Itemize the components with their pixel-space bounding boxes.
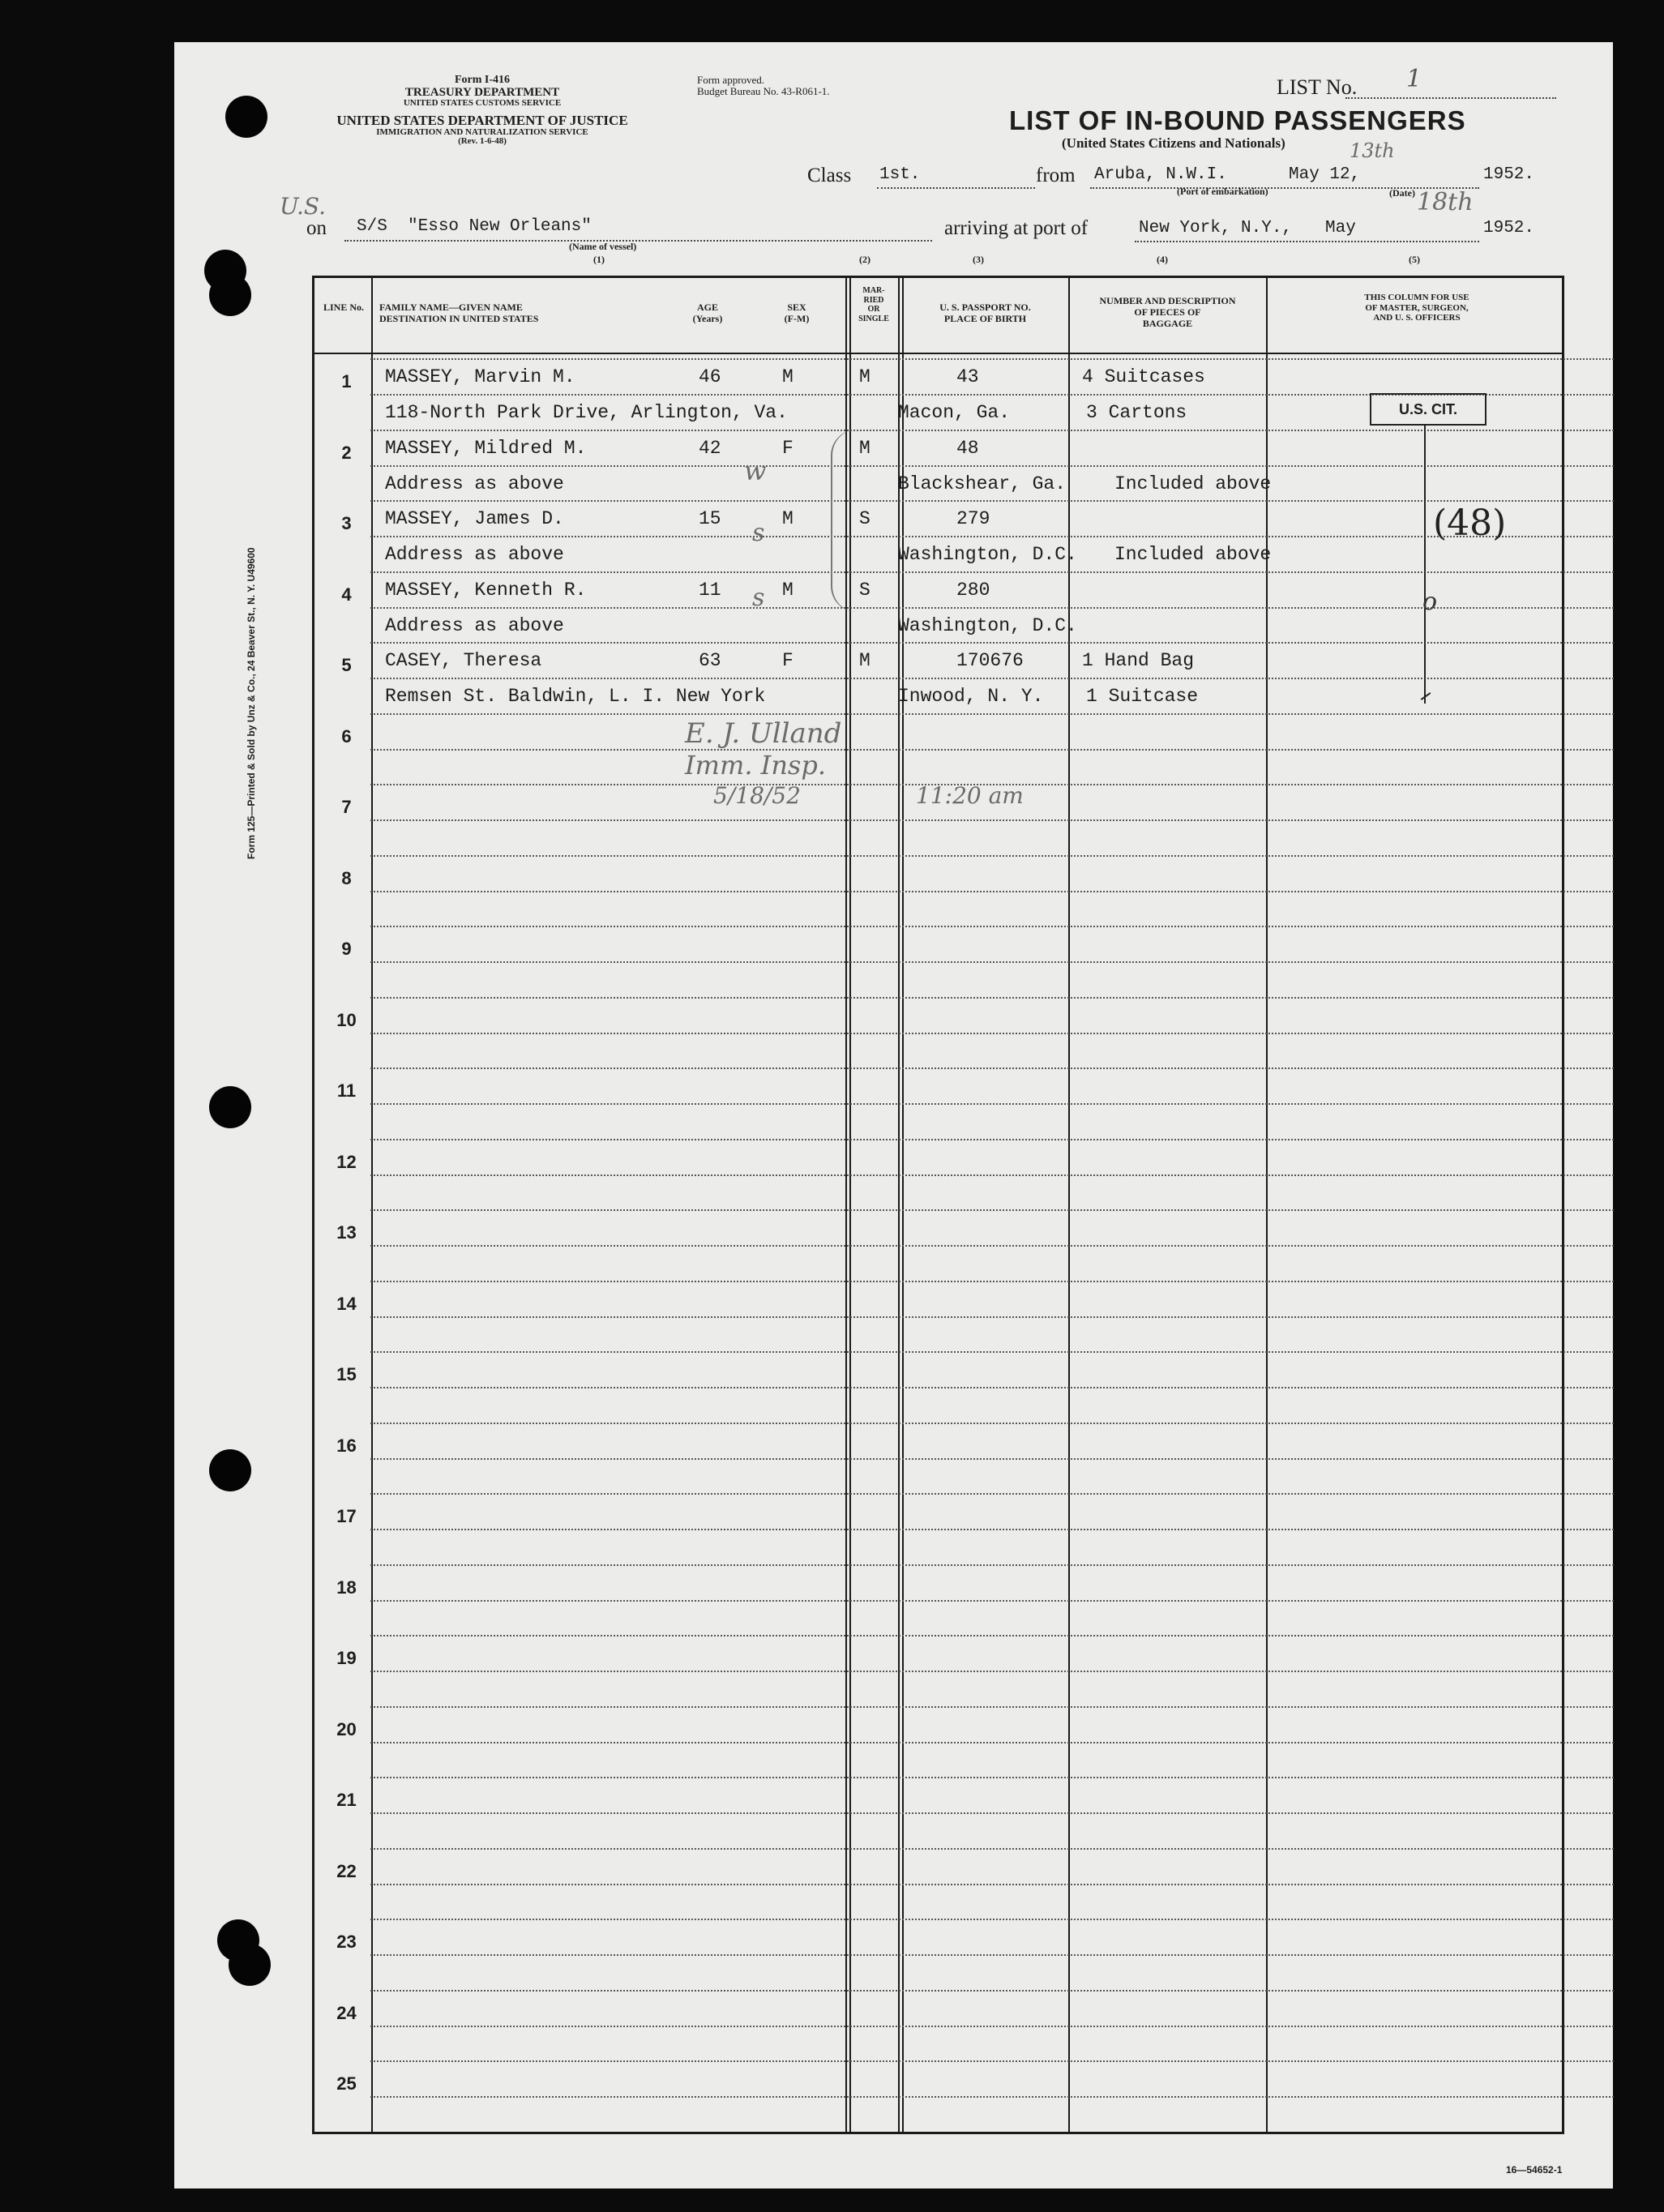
row-dotted-line <box>370 1423 1614 1424</box>
row-dotted-line <box>370 642 1614 644</box>
passenger-sex: M <box>782 366 794 387</box>
binder-hole <box>229 1944 271 1986</box>
line-number: 12 <box>336 1151 357 1172</box>
us-hand-note: U.S. <box>280 193 327 220</box>
destination-address: Address as above <box>385 544 564 565</box>
inspector-title: Imm. Insp. <box>685 750 826 781</box>
inspector-signature: E. J. Ulland <box>685 717 842 750</box>
passenger-marital: S <box>859 508 870 529</box>
passenger-marital: S <box>859 579 870 601</box>
hand-mark-s1: s <box>752 519 765 547</box>
place-of-birth: Macon, Ga. <box>898 402 1011 423</box>
col-num-1: (1) <box>593 254 605 265</box>
line-number: 1 <box>341 371 352 391</box>
port-embarkation-caption: (Port of embarkation) <box>1177 186 1268 197</box>
row-dotted-line <box>370 2096 1614 2098</box>
baggage-description-2: Included above <box>1114 473 1272 494</box>
destination-address: 118-North Park Drive, Arlington, Va. <box>385 402 788 423</box>
row-dotted-line <box>370 1493 1614 1495</box>
line-number: 15 <box>336 1364 357 1384</box>
row-dotted-line <box>370 1884 1614 1885</box>
line-number: 19 <box>336 1648 357 1668</box>
binder-hole <box>225 96 267 138</box>
row-dotted-line <box>370 1139 1614 1140</box>
binder-hole <box>209 274 251 316</box>
row-dotted-line <box>370 1067 1614 1069</box>
header-rule <box>314 353 1562 354</box>
ins-service: IMMIGRATION AND NATURALIZATION SERVICE <box>376 126 588 137</box>
arriving-label: arriving at port of <box>944 217 1089 239</box>
passenger-marital: M <box>859 650 870 671</box>
passenger-name: CASEY, Theresa <box>385 650 542 671</box>
row-dotted-line <box>370 1103 1614 1105</box>
col-num-5: (5) <box>1409 254 1420 265</box>
passenger-age: 63 <box>699 650 721 671</box>
col-head-passport: U. S. PASSPORT NO. PLACE OF BIRTH <box>939 302 1031 324</box>
line-number: 21 <box>336 1790 357 1810</box>
col-num-3: (3) <box>973 254 984 265</box>
treasury-dept: TREASURY DEPARTMENT <box>404 85 560 99</box>
arrival-dots <box>1135 241 1479 242</box>
arrival-month: May <box>1325 219 1356 237</box>
row-dotted-line <box>370 1458 1614 1460</box>
row-dotted-line <box>370 1316 1614 1318</box>
line-number: 20 <box>336 1718 357 1739</box>
form-number: Form I-416 <box>454 74 511 86</box>
vessel-name: S/S "Esso New Orleans" <box>357 217 592 236</box>
col-head-married: MAR- RIED OR SINGLE <box>858 286 889 323</box>
line-number: 11 <box>336 1080 357 1101</box>
col-divider <box>371 278 373 2132</box>
list-no-value: 1 <box>1406 65 1422 93</box>
stamp-bracket-line <box>1424 424 1426 704</box>
form-approval: Form approved. Budget Bureau No. 43-R061-1. <box>697 74 830 97</box>
baggage-description: 4 Suitcases <box>1082 366 1205 387</box>
passport-number: 279 <box>956 508 990 529</box>
row-dotted-line <box>370 1812 1614 1814</box>
row-dotted-line <box>370 500 1614 502</box>
date-caption: (Date) <box>1389 187 1415 199</box>
col-head-sex: SEX (F-M) <box>784 302 810 324</box>
baggage-description-2: Included above <box>1114 544 1272 565</box>
line-number: 2 <box>341 442 352 463</box>
line-number: 16 <box>336 1435 357 1456</box>
row-dotted-line <box>370 961 1614 963</box>
customs-service: UNITED STATES CUSTOMS SERVICE <box>403 98 562 109</box>
row-dotted-line <box>370 1245 1614 1247</box>
passenger-sex: M <box>782 508 794 529</box>
row-dotted-line <box>370 678 1614 679</box>
row-dotted-line <box>370 1706 1614 1708</box>
passport-number: 43 <box>956 366 979 387</box>
list-no-dots <box>1345 97 1556 99</box>
hand-brace <box>831 430 857 612</box>
passport-number: 170676 <box>956 650 1024 671</box>
row-dotted-line <box>370 2026 1614 2027</box>
col-head-line: LINE No. <box>323 302 364 313</box>
line-number: 3 <box>341 513 352 533</box>
col-num-2: (2) <box>859 254 870 265</box>
passenger-age: 11 <box>699 579 721 601</box>
binder-hole <box>209 1086 251 1128</box>
line-number: 5 <box>341 655 352 675</box>
on-label: on <box>306 217 327 239</box>
row-dotted-line <box>370 1174 1614 1176</box>
row-dotted-line <box>370 749 1614 751</box>
passenger-sex: M <box>782 579 794 601</box>
passenger-name: MASSEY, James D. <box>385 508 564 529</box>
row-dotted-line <box>370 1387 1614 1388</box>
row-dotted-line <box>370 1600 1614 1602</box>
row-dotted-line <box>370 926 1614 927</box>
embarkation-date-hand: 13th <box>1350 139 1395 162</box>
row-dotted-line <box>370 713 1614 715</box>
form-header-left <box>300 75 665 147</box>
row-dotted-line <box>370 1529 1614 1530</box>
row-dotted-line <box>370 1777 1614 1778</box>
destination-address: Address as above <box>385 473 564 494</box>
col-head-baggage: NUMBER AND DESCRIPTION OF PIECES OF BAGGAGE <box>1099 295 1236 329</box>
row-dotted-line <box>370 2060 1614 2062</box>
arrival-day-hand: 18th <box>1417 188 1474 216</box>
passenger-age: 46 <box>699 366 721 387</box>
passenger-age: 15 <box>699 508 721 529</box>
passenger-name: MASSEY, Marvin M. <box>385 366 575 387</box>
embarkation-year: 1952. <box>1483 165 1535 184</box>
list-no-label: LIST No. <box>1277 75 1358 99</box>
vessel-dots <box>344 240 932 242</box>
line-number: 14 <box>336 1293 357 1314</box>
passenger-name: MASSEY, Kenneth R. <box>385 579 587 601</box>
col-num-4: (4) <box>1157 254 1168 265</box>
row-dotted-line <box>370 855 1614 857</box>
line-number: 8 <box>341 867 352 888</box>
line-number: 17 <box>336 1506 357 1526</box>
col-head-age: AGE (Years) <box>692 302 723 324</box>
line-number: 13 <box>336 1222 357 1243</box>
side-printer-text: Form 125—Printed & Sold by Unz & Co., 24 Beaver St., N. Y. U49600 <box>246 547 257 859</box>
from-label: from <box>1036 165 1076 186</box>
circled-count: (48) <box>1433 503 1507 544</box>
form-title: LIST OF IN-BOUND PASSENGERS <box>1009 105 1466 135</box>
class-dots <box>877 187 1035 189</box>
passenger-sex: F <box>782 437 794 459</box>
destination-address: Remsen St. Baldwin, L. I. New York <box>385 686 766 707</box>
form-subtitle: (United States Citizens and Nationals) <box>1062 135 1285 151</box>
row-dotted-line <box>370 819 1614 821</box>
col-head-officers: THIS COLUMN FOR USE OF MASTER, SURGEON, AND U. S. OFFICERS <box>1364 293 1469 323</box>
place-of-birth: Washington, D.C. <box>898 614 1077 636</box>
row-dotted-line <box>370 1954 1614 1956</box>
row-dotted-line <box>370 1990 1614 1992</box>
line-number: 4 <box>341 584 352 605</box>
place-of-birth: Blackshear, Ga. <box>898 473 1067 494</box>
arrival-port: New York, N.Y., <box>1139 219 1293 237</box>
embarkation-port: Aruba, N.W.I. <box>1094 165 1227 184</box>
row-dotted-line <box>370 1635 1614 1637</box>
line-number: 23 <box>336 1932 357 1952</box>
us-citizen-stamp: U.S. CIT. <box>1370 393 1486 426</box>
passenger-sex: F <box>782 650 794 671</box>
class-label: Class <box>807 165 852 186</box>
line-number: 6 <box>341 725 352 747</box>
row-dotted-line <box>370 1848 1614 1850</box>
row-dotted-line <box>370 536 1614 537</box>
line-number: 18 <box>336 1577 357 1598</box>
inspection-date: 5/18/52 <box>713 782 801 809</box>
hand-mark-w: w <box>744 456 767 486</box>
baggage-description: 1 Hand Bag <box>1082 650 1195 671</box>
baggage-description-2: 3 Cartons <box>1086 402 1187 423</box>
row-dotted-line <box>370 1919 1614 1920</box>
row-dotted-line <box>370 1281 1614 1282</box>
hand-mark-o: o <box>1422 588 1438 616</box>
row-dotted-line <box>370 1033 1614 1034</box>
class-value: 1st. <box>879 165 921 184</box>
line-number: 22 <box>336 1860 357 1881</box>
row-dotted-line <box>370 1671 1614 1672</box>
line-number: 10 <box>336 1009 357 1030</box>
row-dotted-line <box>370 1209 1614 1211</box>
row-dotted-line <box>370 997 1614 999</box>
col-head-name: FAMILY NAME—GIVEN NAME DESTINATION IN UNITED STATES <box>379 302 539 324</box>
row-dotted-line <box>370 1351 1614 1353</box>
arrival-year: 1952. <box>1483 219 1535 237</box>
justice-dept: UNITED STATES DEPARTMENT OF JUSTICE <box>336 112 628 128</box>
row-dotted-line <box>370 1564 1614 1566</box>
inspection-time: 11:20 am <box>916 782 1024 809</box>
destination-address: Address as above <box>385 614 564 636</box>
place-of-birth: Washington, D.C. <box>898 544 1077 565</box>
passport-number: 48 <box>956 437 979 459</box>
line-number: 24 <box>336 2002 357 2023</box>
place-of-birth: Inwood, N. Y. <box>898 686 1044 707</box>
passport-number: 280 <box>956 579 990 601</box>
row-dotted-line <box>370 430 1614 431</box>
embarkation-date: May 12, <box>1289 165 1361 184</box>
line-number: 25 <box>336 2073 357 2094</box>
vessel-caption: (Name of vessel) <box>569 241 637 252</box>
hand-mark-s2: s <box>752 584 765 612</box>
revision: (Rev. 1-6-48) <box>458 136 507 147</box>
footer-code: 16—54652-1 <box>1506 2164 1563 2176</box>
line-number: 7 <box>341 797 352 817</box>
line-number: 9 <box>341 939 352 959</box>
row-dotted-line <box>370 1742 1614 1744</box>
row-dotted-line <box>370 465 1614 467</box>
binder-hole <box>209 1449 251 1491</box>
row-dotted-line <box>370 358 1614 360</box>
baggage-description-2: 1 Suitcase <box>1086 686 1199 707</box>
passenger-age: 42 <box>699 437 721 459</box>
passenger-marital: M <box>859 366 870 387</box>
passenger-marital: M <box>859 437 870 459</box>
row-dotted-line <box>370 571 1614 573</box>
passenger-name: MASSEY, Mildred M. <box>385 437 587 459</box>
row-dotted-line <box>370 891 1614 892</box>
